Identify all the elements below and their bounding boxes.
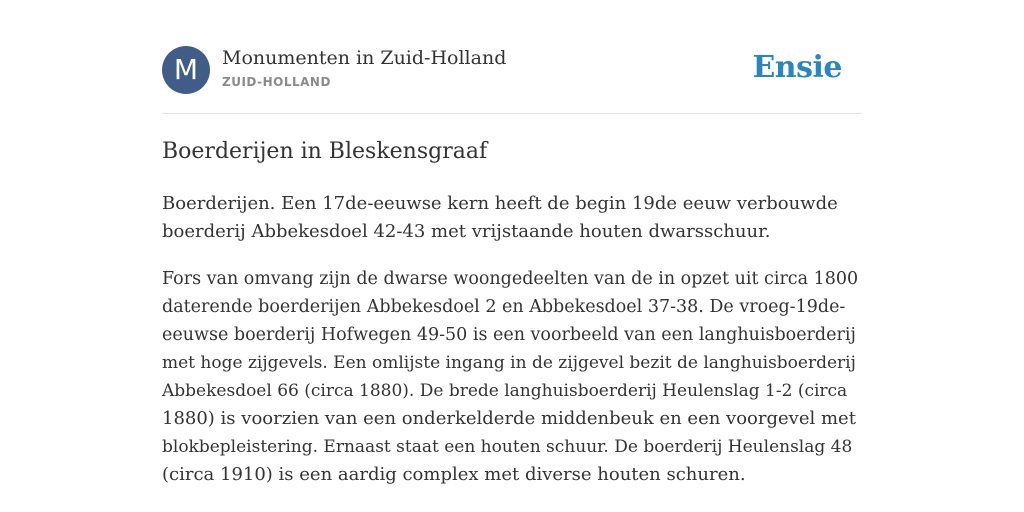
paragraph-line: daterende boerderijen Abbekesdoel 2 en Abbekesdoel 37-38. De vroeg-19de- bbox=[162, 297, 846, 317]
paragraph-line: 1880) is voorzien van een onderkelderde middenbeuk en een voorgevel met bbox=[162, 408, 856, 429]
page-header bbox=[162, 46, 862, 96]
paragraph-2 bbox=[162, 265, 862, 489]
avatar[interactable]: M bbox=[162, 46, 210, 94]
paragraph-line: met hoge zijgevels. Een omlijste ingang in de zijgevel bezit de langhuisboerderij bbox=[162, 353, 856, 373]
paragraph-line: Fors van omvang zijn de dwarse woongedeelten van de in opzet uit circa 1800 bbox=[162, 269, 859, 289]
paragraph-line: Boerderijen. Een 17de-eeuwse kern heeft de begin 19de eeuw verbouwde bbox=[162, 193, 838, 214]
brand-logo[interactable]: Ensie bbox=[752, 50, 842, 85]
paragraph-line: boerderij Abbekesdoel 42-43 met vrijstaande houten dwarsschuur. bbox=[162, 221, 771, 242]
article-content bbox=[162, 190, 862, 508]
paragraph-line: Abbekesdoel 66 (circa 1880). De brede langhuisboerderij Heulenslag 1-2 (circa bbox=[162, 381, 848, 401]
header-divider bbox=[162, 113, 862, 114]
article-title: Boerderijen in Bleskensgraaf bbox=[162, 139, 488, 164]
site-subtitle[interactable]: ZUID-HOLLAND bbox=[222, 75, 331, 89]
site-title[interactable]: Monumenten in Zuid-Holland bbox=[222, 47, 507, 69]
paragraph-line: (circa 1910) is een aardig complex met diverse houten schuren. bbox=[162, 464, 746, 485]
paragraph-1 bbox=[162, 190, 862, 246]
paragraph-line: eeuwse boerderij Hofwegen 49-50 is een voorbeeld van een langhuisboerderij bbox=[162, 325, 856, 345]
paragraph-line: blokbepleistering. Ernaast staat een houten schuur. De boerderij Heulenslag 48 bbox=[162, 437, 853, 457]
